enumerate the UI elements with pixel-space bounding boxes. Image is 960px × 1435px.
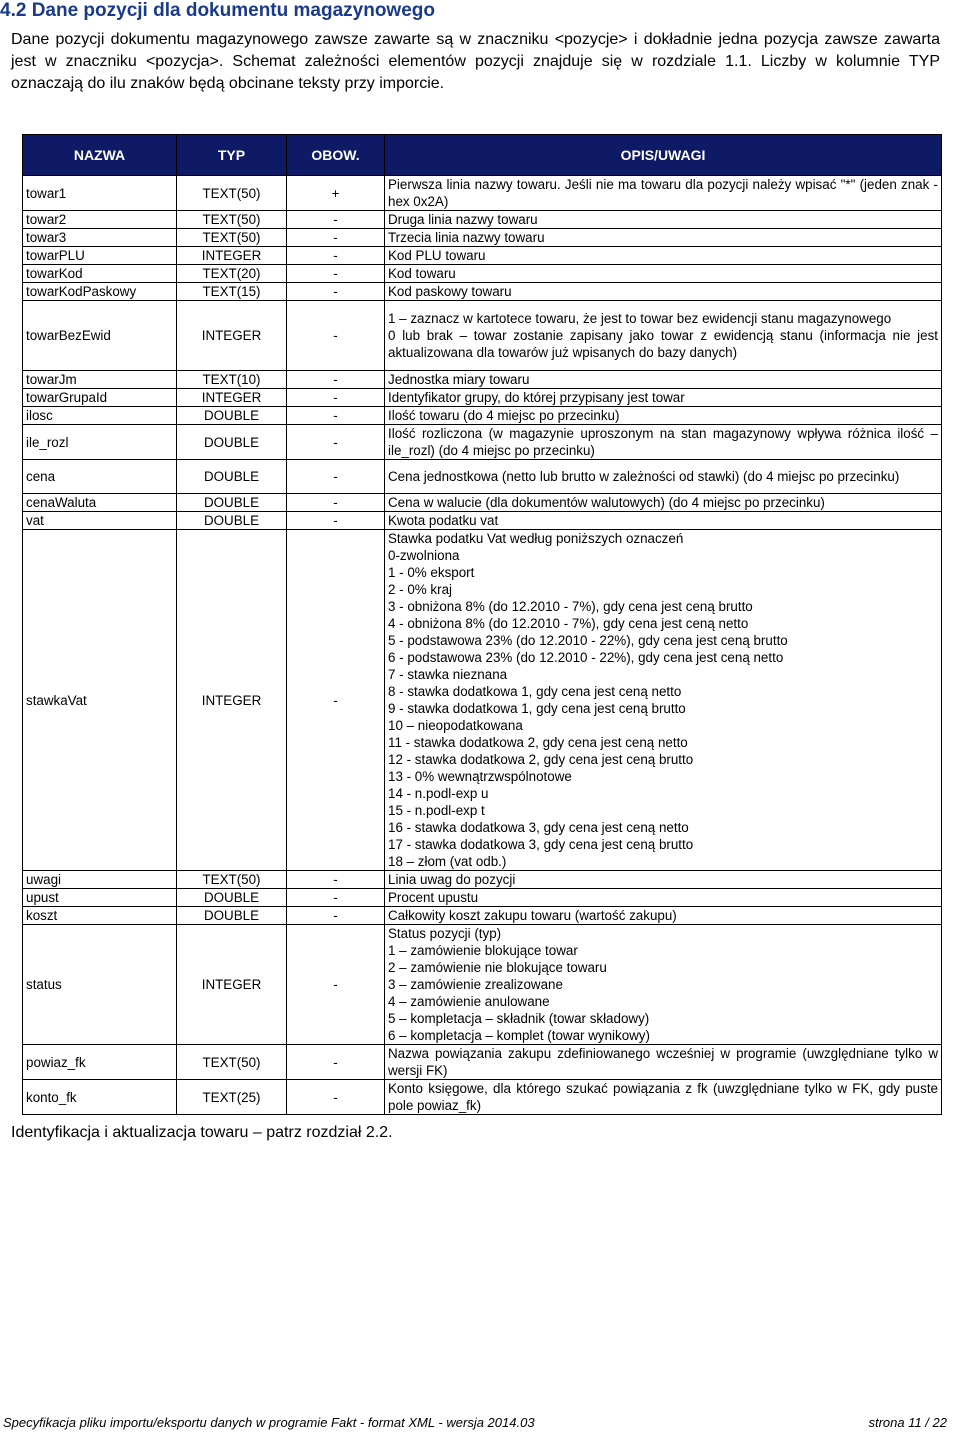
field-required: - — [287, 925, 385, 1045]
field-name: towarPLU — [23, 247, 177, 265]
description-line: 5 – kompletacja – składnik (towar składowy) — [388, 1011, 650, 1026]
description-line: 16 - stawka dodatkowa 3, gdy cena jest ceną netto — [388, 820, 689, 835]
description-line: Pierwsza linia nazwy towaru. Jeśli nie ma towaru dla pozycji należy wpisać "*" (jeden znak - hex 0x2A) — [388, 177, 938, 209]
field-type: INTEGER — [177, 530, 287, 871]
field-name: cenaWaluta — [23, 494, 177, 512]
description-line: 1 – zamówienie blokujące towar — [388, 943, 578, 958]
field-type: TEXT(50) — [177, 211, 287, 229]
field-name: vat — [23, 512, 177, 530]
field-description — [385, 530, 942, 871]
description-line: Ilość rozliczona (w magazynie uproszonym na stan magazynowy wpływa różnica ilość – ile_rozl) (do 4 miejsc po przecinku) — [388, 426, 938, 458]
field-required: - — [287, 530, 385, 871]
field-name: ilosc — [23, 407, 177, 425]
description-line: 4 – zamówienie anulowane — [388, 994, 550, 1009]
description-line: Kod PLU towaru — [388, 248, 486, 263]
description-line: Ilość towaru (do 4 miejsc po przecinku) — [388, 408, 620, 423]
field-name: towarKod — [23, 265, 177, 283]
field-name: towarBezEwid — [23, 301, 177, 371]
field-name: towar3 — [23, 229, 177, 247]
field-description — [385, 925, 942, 1045]
field-required: - — [287, 889, 385, 907]
field-type: INTEGER — [177, 389, 287, 407]
field-type: TEXT(50) — [177, 871, 287, 889]
table-row — [23, 211, 942, 229]
field-type: TEXT(50) — [177, 229, 287, 247]
field-type: INTEGER — [177, 925, 287, 1045]
table-row — [23, 530, 942, 871]
field-type: INTEGER — [177, 247, 287, 265]
table-row — [23, 371, 942, 389]
table-row — [23, 229, 942, 247]
description-line: Kwota podatku vat — [388, 513, 499, 528]
field-name: towarJm — [23, 371, 177, 389]
description-line: 8 - stawka dodatkowa 1, gdy cena jest ceną netto — [388, 684, 682, 699]
field-description — [385, 871, 942, 889]
field-required: - — [287, 265, 385, 283]
field-required: - — [287, 211, 385, 229]
description-line: 0-zwolniona — [388, 548, 460, 563]
description-line: 5 - podstawowa 23% (do 12.2010 - 22%), gdy cena jest ceną brutto — [388, 633, 788, 648]
field-type: TEXT(25) — [177, 1080, 287, 1115]
field-description — [385, 229, 942, 247]
field-description — [385, 371, 942, 389]
field-description — [385, 301, 942, 371]
description-line: 6 – kompletacja – komplet (towar wynikowy) — [388, 1028, 650, 1043]
position-fields-table — [22, 134, 942, 1115]
field-required: - — [287, 407, 385, 425]
description-line: 0 lub brak – towar zostanie zapisany jako towar z ewidencją stanu (informacja nie jest aktualizowana dla towarów już wpisanych do bazy danych) — [388, 328, 938, 360]
description-line: Identyfikator grupy, do której przypisany jest towar — [388, 390, 685, 405]
field-required: - — [287, 247, 385, 265]
description-line: Druga linia nazwy towaru — [388, 212, 538, 227]
field-required: - — [287, 283, 385, 301]
description-line: Kod paskowy towaru — [388, 284, 512, 299]
field-description — [385, 1045, 942, 1080]
field-description — [385, 283, 942, 301]
table-header-row — [23, 135, 942, 176]
description-line: Jednostka miary towaru — [388, 372, 530, 387]
field-type: DOUBLE — [177, 907, 287, 925]
field-name: towarGrupaId — [23, 389, 177, 407]
description-line: 13 - 0% wewnątrzwspólnotowe — [388, 769, 572, 784]
description-line: Konto księgowe, dla którego szukać powiązania z fk (uwzględniane tylko w FK, gdy puste pole powiaz_fk) — [388, 1081, 938, 1113]
table-row — [23, 460, 942, 494]
field-type: DOUBLE — [177, 512, 287, 530]
field-description — [385, 247, 942, 265]
field-name: konto_fk — [23, 1080, 177, 1115]
description-line: 2 - 0% kraj — [388, 582, 452, 597]
field-type: DOUBLE — [177, 425, 287, 460]
field-required: - — [287, 229, 385, 247]
description-line: 3 – zamówienie zrealizowane — [388, 977, 563, 992]
field-name: towar1 — [23, 176, 177, 211]
field-required: + — [287, 176, 385, 211]
field-name: powiaz_fk — [23, 1045, 177, 1080]
table-row — [23, 265, 942, 283]
table-row — [23, 389, 942, 407]
field-description — [385, 1080, 942, 1115]
description-line: 15 - n.podl-exp t — [388, 803, 485, 818]
table-row — [23, 871, 942, 889]
field-required: - — [287, 1080, 385, 1115]
page-number: strona 11 / 22 — [868, 1415, 947, 1430]
field-required: - — [287, 494, 385, 512]
field-description — [385, 407, 942, 425]
field-name: koszt — [23, 907, 177, 925]
field-type: TEXT(50) — [177, 1045, 287, 1080]
field-type: TEXT(20) — [177, 265, 287, 283]
description-line: 18 – złom (vat odb.) — [388, 854, 507, 869]
field-description — [385, 460, 942, 494]
description-line: 7 - stawka nieznana — [388, 667, 508, 682]
field-type: INTEGER — [177, 301, 287, 371]
description-line: Cena jednostkowa (netto lub brutto w zależności od stawki) (do 4 miejsc po przecinku) — [388, 469, 900, 484]
field-description — [385, 176, 942, 211]
description-line: 4 - obniżona 8% (do 12.2010 - 7%), gdy cena jest ceną netto — [388, 616, 749, 631]
field-required: - — [287, 425, 385, 460]
description-line: Status pozycji (typ) — [388, 926, 502, 941]
field-type: TEXT(15) — [177, 283, 287, 301]
table-row — [23, 907, 942, 925]
identification-note: Identyfikacja i aktualizacja towaru – patrz rozdział 2.2. — [11, 1124, 393, 1141]
description-line: 14 - n.podl-exp u — [388, 786, 489, 801]
description-line: 1 – zaznacz w kartotece towaru, że jest to towar bez ewidencji stanu magazynowego — [388, 311, 892, 326]
description-line: 3 - obniżona 8% (do 12.2010 - 7%), gdy cena jest ceną brutto — [388, 599, 753, 614]
description-line: 1 - 0% eksport — [388, 565, 475, 580]
description-line: Linia uwag do pozycji — [388, 872, 516, 887]
header-required: OBOW. — [287, 135, 385, 176]
description-line: 2 – zamówienie nie blokujące towaru — [388, 960, 607, 975]
field-description — [385, 512, 942, 530]
field-description — [385, 211, 942, 229]
field-type: TEXT(10) — [177, 371, 287, 389]
field-required: - — [287, 512, 385, 530]
field-name: ile_rozl — [23, 425, 177, 460]
field-name: status — [23, 925, 177, 1045]
description-line: Cena w walucie (dla dokumentów walutowych) (do 4 miejsc po przecinku) — [388, 495, 825, 510]
description-line: 6 - podstawowa 23% (do 12.2010 - 22%), gdy cena jest ceną netto — [388, 650, 784, 665]
table-row — [23, 425, 942, 460]
description-line: Całkowity koszt zakupu towaru (wartość zakupu) — [388, 908, 677, 923]
intro-paragraph: Dane pozycji dokumentu magazynowego zawsze zawarte są w znaczniku <pozycje> i dokładnie jedna pozycja zawsze zawarta jest w znaczniku <pozycja>. Schemat zależności elementów pozycji znajduje się w rozdziale 1.1. Liczby w kolumnie TYP oznaczają do ilu znaków będą obcinane teksty przy imporcie. — [11, 31, 940, 92]
table-row — [23, 889, 942, 907]
field-description — [385, 265, 942, 283]
field-name: stawkaVat — [23, 530, 177, 871]
footer-title: Specyfikacja pliku importu/eksportu danych w programie Fakt - format XML - wersja 2014.03 — [3, 1415, 535, 1430]
description-line: Procent upustu — [388, 890, 479, 905]
description-line: 12 - stawka dodatkowa 2, gdy cena jest ceną brutto — [388, 752, 694, 767]
header-name: NAZWA — [23, 135, 177, 176]
field-description — [385, 425, 942, 460]
table-row — [23, 176, 942, 211]
field-description — [385, 389, 942, 407]
field-required: - — [287, 871, 385, 889]
description-line: Stawka podatku Vat według poniższych oznaczeń — [388, 531, 684, 546]
field-required: - — [287, 907, 385, 925]
field-name: cena — [23, 460, 177, 494]
intro-text — [11, 29, 940, 95]
field-required: - — [287, 460, 385, 494]
description-line: 17 - stawka dodatkowa 3, gdy cena jest ceną brutto — [388, 837, 694, 852]
description-line: Nazwa powiązania zakupu zdefiniowanego wcześniej w programie (uwzględniane tylko w wersji FK) — [388, 1046, 938, 1078]
field-description — [385, 907, 942, 925]
field-type: DOUBLE — [177, 460, 287, 494]
table-row — [23, 1045, 942, 1080]
header-type: TYP — [177, 135, 287, 176]
field-description — [385, 889, 942, 907]
field-name: upust — [23, 889, 177, 907]
description-line: 9 - stawka dodatkowa 1, gdy cena jest ceną brutto — [388, 701, 686, 716]
field-type: TEXT(50) — [177, 176, 287, 211]
field-description — [385, 494, 942, 512]
field-required: - — [287, 371, 385, 389]
table-row — [23, 407, 942, 425]
header-description: OPIS/UWAGI — [385, 135, 942, 176]
description-line: Kod towaru — [388, 266, 456, 281]
description-line: 11 - stawka dodatkowa 2, gdy cena jest ceną netto — [388, 735, 688, 750]
table-row — [23, 283, 942, 301]
field-type: DOUBLE — [177, 494, 287, 512]
table-row — [23, 1080, 942, 1115]
table-row — [23, 301, 942, 371]
field-required: - — [287, 301, 385, 371]
table-row — [23, 512, 942, 530]
field-required: - — [287, 389, 385, 407]
table-row — [23, 247, 942, 265]
description-line: Trzecia linia nazwy towaru — [388, 230, 545, 245]
table-row — [23, 925, 942, 1045]
field-name: towarKodPaskowy — [23, 283, 177, 301]
description-line: 10 – nieopodatkowana — [388, 718, 523, 733]
field-required: - — [287, 1045, 385, 1080]
field-name: towar2 — [23, 211, 177, 229]
table-row — [23, 494, 942, 512]
field-type: DOUBLE — [177, 407, 287, 425]
field-type: DOUBLE — [177, 889, 287, 907]
field-name: uwagi — [23, 871, 177, 889]
page-footer — [3, 1415, 947, 1430]
section-heading: 4.2 Dane pozycji dla dokumentu magazynowego — [0, 0, 435, 21]
